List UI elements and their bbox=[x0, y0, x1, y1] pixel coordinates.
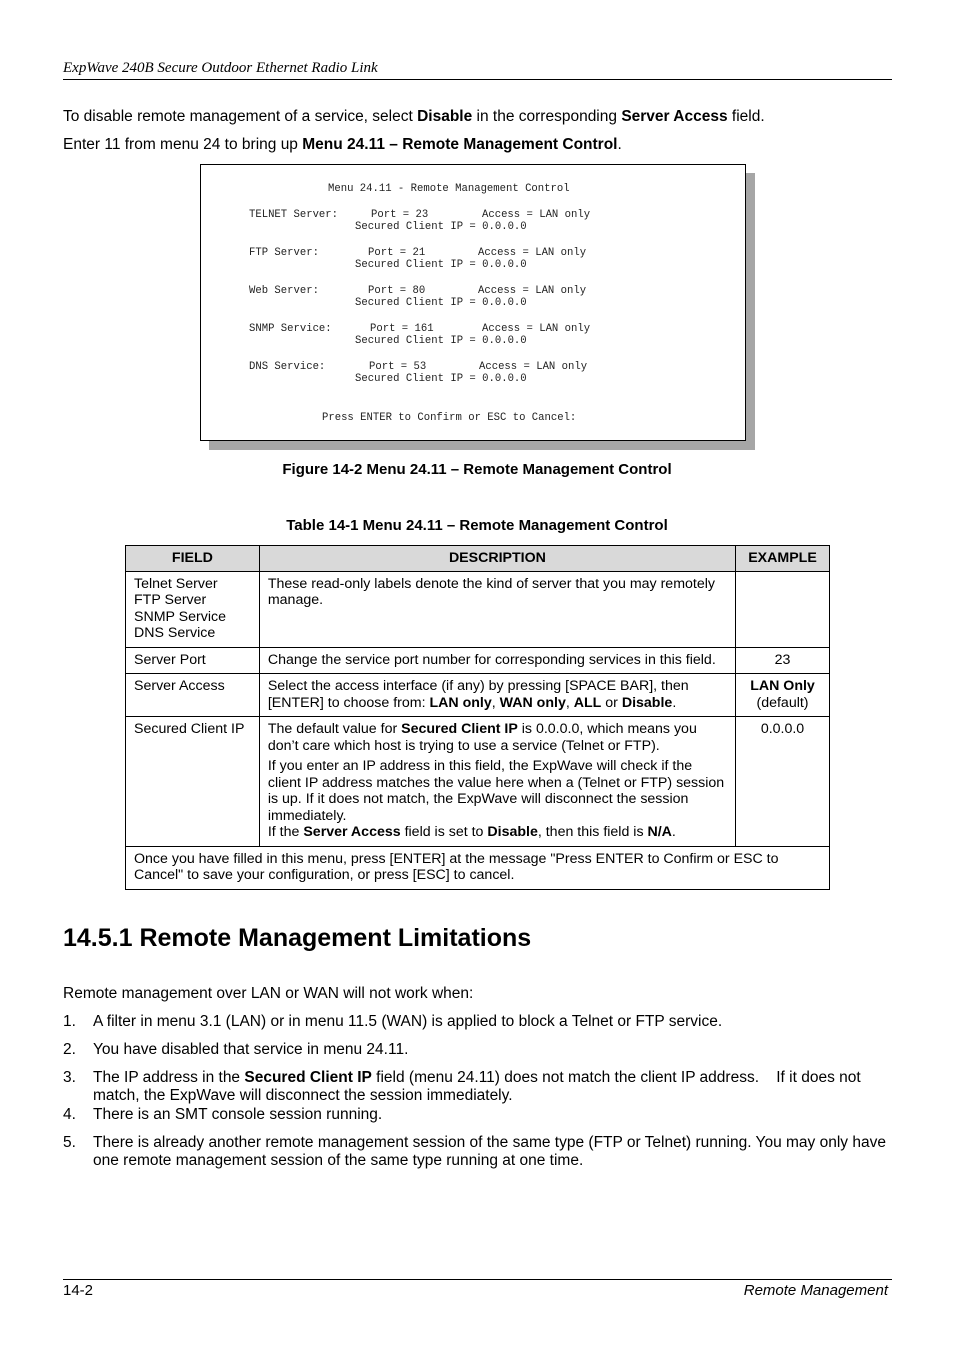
table-row bbox=[126, 674, 830, 717]
list-text: There is an SMT console session running. bbox=[93, 1106, 383, 1123]
text: field (menu 24.11) does not match the client IP address. If it does not match, the ExpWave will disconnect the session immediately. bbox=[93, 1069, 861, 1104]
service-access: Access = LAN only bbox=[478, 247, 587, 259]
service-port: Port = 53 bbox=[369, 361, 427, 373]
bold-text: ALL bbox=[573, 694, 602, 711]
example-cell: 0.0.0.0 bbox=[736, 717, 830, 847]
field-cell: Server Port bbox=[126, 647, 260, 674]
column-header: FIELD bbox=[126, 546, 260, 572]
table-header-row bbox=[126, 546, 830, 572]
table-footer-row bbox=[126, 846, 830, 889]
list-number: 4. bbox=[63, 1106, 76, 1123]
bold-text: Secured Client IP bbox=[401, 721, 518, 737]
description-paragraph bbox=[268, 824, 727, 841]
bold-text: WAN only bbox=[499, 694, 566, 711]
chapter-title: Remote Management bbox=[743, 1282, 888, 1299]
example-note: (default) bbox=[756, 694, 809, 711]
figure-caption: Figure 14-2 Menu 24.11 – Remote Management Control bbox=[282, 461, 672, 478]
table-row bbox=[126, 717, 830, 847]
text: is 0.0.0.0, which means you don’t care which host is trying to use a service (Telnet or FTP). bbox=[267, 721, 697, 754]
text: . bbox=[617, 136, 622, 153]
list-text: A filter in menu 3.1 (LAN) or in menu 11.5 (WAN) is applied to block a Telnet or FTP service. bbox=[93, 1013, 723, 1030]
text: , bbox=[565, 694, 574, 711]
table-row bbox=[126, 647, 830, 674]
example-cell: 23 bbox=[736, 647, 830, 674]
service-client-ip: Secured Client IP = 0.0.0.0 bbox=[355, 297, 527, 309]
field-cell: Secured Client IP bbox=[126, 717, 260, 847]
footer-cell: Once you have filled in this menu, press [ENTER] at the message "Press ENTER to Confirm or ESC to Cancel" to save your configuration, or press [ESC] to cancel. bbox=[126, 846, 830, 889]
list-number: 5. bbox=[63, 1134, 76, 1151]
bold-text: Secured Client IP bbox=[244, 1069, 372, 1086]
footer-divider bbox=[63, 1279, 892, 1280]
service-client-ip: Secured Client IP = 0.0.0.0 bbox=[355, 259, 527, 271]
list-number: 2. bbox=[63, 1041, 76, 1058]
text: field is set to bbox=[400, 824, 488, 840]
text: Enter 11 from menu 24 to bring up bbox=[63, 136, 303, 153]
service-access: Access = LAN only bbox=[478, 285, 587, 297]
intro-paragraph-1 bbox=[63, 108, 765, 126]
text: field. bbox=[727, 108, 765, 125]
text: If the bbox=[267, 824, 304, 840]
section-heading: 14.5.1 Remote Management Limitations bbox=[63, 924, 532, 952]
description-paragraph bbox=[268, 721, 727, 754]
service-name: SNMP Service: bbox=[249, 323, 332, 335]
service-name: DNS Service: bbox=[249, 361, 326, 373]
service-client-ip: Secured Client IP = 0.0.0.0 bbox=[355, 335, 527, 347]
service-port: Port = 161 bbox=[370, 323, 434, 335]
text: in the corresponding bbox=[472, 108, 622, 125]
list-text: There is already another remote management session of the same type (FTP or Telnet) running. You may only have one remote management session of the same type running at one time. bbox=[93, 1134, 886, 1169]
menu-title: Menu 24.11 - Remote Management Control bbox=[328, 183, 570, 195]
service-name: FTP Server: bbox=[249, 247, 319, 259]
description-cell: These read-only labels denote the kind of server that you may remotely manage. bbox=[259, 571, 735, 647]
description-cell bbox=[259, 674, 735, 717]
description-cell: Change the service port number for corresponding services in this field. bbox=[259, 647, 735, 674]
text: or bbox=[601, 694, 622, 711]
bold-text: N/A bbox=[647, 824, 672, 840]
text: Select the access interface (if any) by pressing [SPACE BAR], then [ENTER] to choose from: bbox=[267, 678, 689, 711]
text: The IP address in the bbox=[93, 1069, 245, 1086]
text: The default value for bbox=[267, 721, 402, 737]
list-number: 1. bbox=[63, 1013, 76, 1030]
table-caption: Table 14-1 Menu 24.11 – Remote Management Control bbox=[286, 517, 668, 534]
service-access: Access = LAN only bbox=[482, 209, 591, 221]
fields-table bbox=[125, 545, 830, 890]
list-number: 3. bbox=[63, 1069, 76, 1086]
text: , bbox=[491, 694, 500, 711]
example-cell bbox=[736, 674, 830, 717]
menu-screen-figure bbox=[200, 164, 746, 441]
bold-text: Disable bbox=[487, 824, 538, 840]
service-name: TELNET Server: bbox=[249, 209, 339, 221]
service-client-ip: Secured Client IP = 0.0.0.0 bbox=[355, 373, 527, 385]
service-port: Port = 23 bbox=[371, 209, 429, 221]
service-port: Port = 21 bbox=[368, 247, 426, 259]
service-access: Access = LAN only bbox=[482, 323, 591, 335]
example-value: LAN Only bbox=[750, 678, 815, 694]
list-text: You have disabled that service in menu 24.11. bbox=[93, 1041, 409, 1058]
service-port: Port = 80 bbox=[368, 285, 426, 297]
column-header: DESCRIPTION bbox=[259, 546, 735, 572]
section-lead: Remote management over LAN or WAN will not work when: bbox=[63, 985, 474, 1002]
description-paragraph: If you enter an IP address in this field, the ExpWave will check if the client IP address matches the value here when a (Telnet or FTP) session is up. If it does not match, the ExpWave will disconnect the session immediately. bbox=[267, 758, 725, 824]
list-text bbox=[93, 1069, 893, 1105]
text: To disable remote management of a service, select bbox=[63, 108, 418, 125]
text: . bbox=[672, 694, 677, 711]
table-row bbox=[126, 571, 830, 647]
field-name: FTP Server bbox=[134, 592, 207, 608]
page-number: 14-2 bbox=[63, 1282, 94, 1299]
intro-paragraph-2 bbox=[63, 136, 622, 154]
column-header: EXAMPLE bbox=[736, 546, 830, 572]
description-cell bbox=[259, 717, 735, 847]
field-cell: Server Access bbox=[126, 674, 260, 717]
bold-text: Disable bbox=[621, 694, 673, 711]
service-access: Access = LAN only bbox=[479, 361, 588, 373]
service-name: Web Server: bbox=[249, 285, 319, 297]
menu-prompt: Press ENTER to Confirm or ESC to Cancel: bbox=[322, 412, 577, 424]
field-name: Telnet Server bbox=[134, 575, 218, 592]
running-header: ExpWave 240B Secure Outdoor Ethernet Radio Link bbox=[63, 60, 892, 80]
text: , then this field is bbox=[537, 824, 648, 840]
bold-text: Disable bbox=[417, 108, 473, 125]
field-cell bbox=[126, 571, 260, 647]
bold-text: Server Access bbox=[621, 108, 728, 125]
example-cell bbox=[736, 571, 830, 647]
bold-text: Server Access bbox=[303, 824, 401, 840]
terminal-screen bbox=[200, 164, 746, 441]
bold-text: LAN only bbox=[429, 694, 492, 711]
field-name: DNS Service bbox=[134, 625, 216, 641]
bold-text: Menu 24.11 – Remote Management Control bbox=[302, 136, 618, 153]
field-name: SNMP Service bbox=[134, 608, 226, 625]
service-client-ip: Secured Client IP = 0.0.0.0 bbox=[355, 221, 527, 233]
text: . bbox=[671, 824, 676, 840]
